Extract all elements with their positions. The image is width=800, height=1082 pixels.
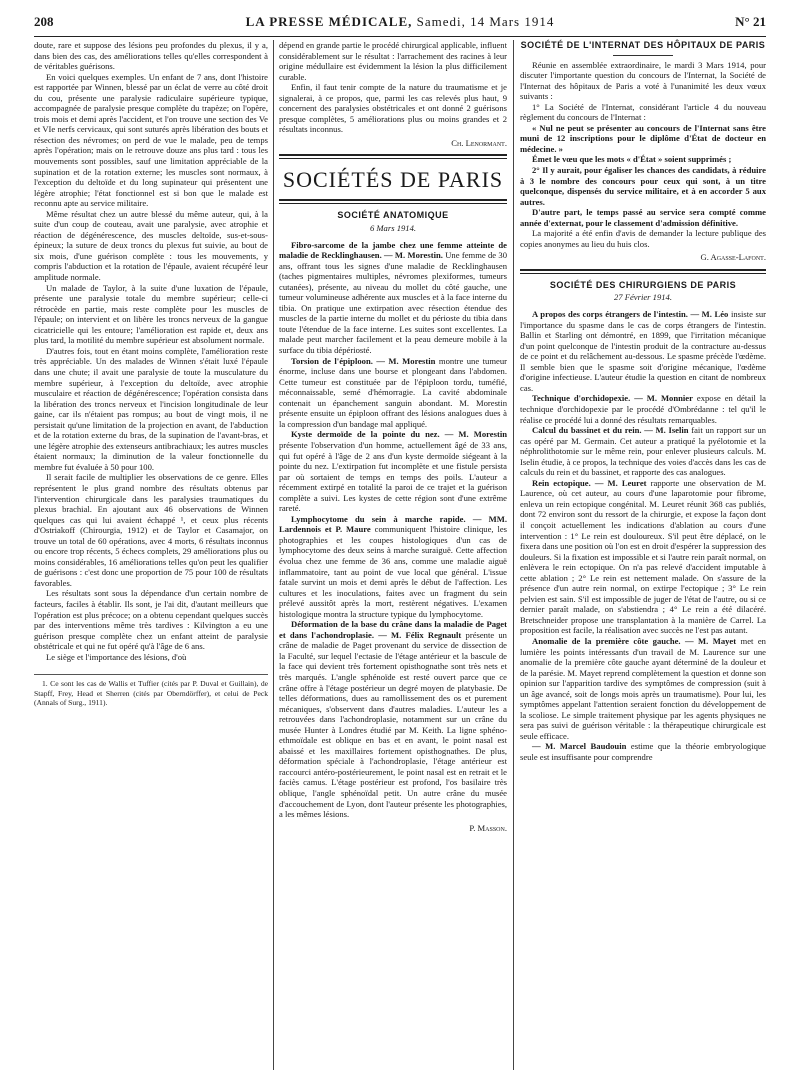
article-text: rapporte une observation de M. Laurence, où cet auteur, au cours d'une laparotomie pour fibrome, enleva un rein ectopique congénital. M. Leuret réunit 368 cas publiés, dont 72 environ sont du ressort de la chirurgie, et expose la façon dont il conçoit actuellement les indications d'ablation au cours d'une intervention : 1° Le rein est douloureux. S'il peut être déplacé, on le fixera dans une position où l'on est en droit d'espérer la suppression des douleurs. Si la fixation est impossible et si l'autre rein paraît normal, on enlèvera le rein ectopique. On n'a pas relevé d'accident imputable à cette ablation ; 2° Le rein est nettement malade. On s'assure de la présence d'un autre rein normal, on extirpe l'ectopique ; 3° Le rein pelvien est sain. S'il est impossible de juger de l'état de l'autre, ou si ce dernier paraît malade, on s'abstiendra ; 4° Le rein a été dilacéré. Bretschneider propose une transplantation à la manière de Carrel. La proposition est facile, la réalisation avec succès ne l'est pas autant. [520, 477, 766, 636]
article-text: expose en détail la technique d'orchidopexie par le procédé d'Ombrédanne : tel qu'il le réalise ce procédé lui a donné des résultats remarquables. [520, 393, 766, 425]
paragraph: Émet le vœu que les mots « d'État » soient supprimés ; [532, 154, 732, 165]
article-text: présente un crâne de maladie de Paget provenant du service de dissection de la Faculté, sur lequel l'ectasie de l'étage antérieur et la bascule de la face qui devient très fortement opisthognathe sont très nets et très marqués. L'angle sphénoïde est resté ouvert parce que ce crâne offre à l'étage postérieur un degré moyen de platybasie. De telles déformations, dues au ramollissement des os et purement mécaniques, s'observent dans d'autres maladies. L'auteur les a retrouvées dans l'achondroplasie, notamment sur un crâne du musée Hunter à Londres étudié par M. Keith. La ligne sphéno-ethmoïdale est oblique en bas et en avant, le point nasal est abaissé et les maxillaires fortement opisthognathes. De plus, déformation spéciale à l'achondroplasie, l'étage antérieur est raccourci antéro-postérieurement, le point nasal est en retrait et le faciès camus. L'étage postérieur est profond, l'os basilaire très oblique, l'angle sphénoïdal petit. Un autre crâne du musée d'accouchement de Lyon, dont l'auteur présente les photographies, a les mêmes lésions. [279, 629, 507, 820]
article-title: Fibro-sarcome de la jambe chez une femme atteinte de maladie de Recklinghausen. — M. Morestin. [279, 239, 507, 261]
paragraph: Le siège et l'importance des lésions, d'où [46, 651, 187, 662]
article-text: communiquent l'histoire clinique, les photographies et les coupes histologiques d'un cas de lymphocytome des deux seins à marche suraiguë. Cette affection évolua chez une femme de 36 ans, comme une maladie aiguë inflammatoire, tant au point de vue local que général. L'issue fatale survint un mois et demi après le début de l'affection. Les cultures et les inoculations, faites avec un fragment du sein prélevé aussitôt après la mort, restèrent négatives. L'examen histologique montra la structure typique du lymphocytome. [279, 524, 507, 619]
column-3 [520, 40, 766, 763]
article-item [520, 425, 766, 478]
article-text: insiste sur l'importance du spasme dans le cas de corps étrangers de l'intestin. Ballin et Starling ont démontré, en 1899, que l'irritation mécanique d'un point quelconque de l'intestin produit de la contracture au-dessus de ce point et du relâchement au-dessous. Le spasme précède l'œdème. Il semble bien que le spasme soit d'origine mécanique, l'œdème d'origine infectieuse. L'auteur étudie la question en citant de nombreux cas. [520, 309, 766, 393]
title-rule [613, 55, 673, 56]
journal-title [34, 14, 766, 30]
article-item [520, 636, 766, 741]
column-2 [279, 40, 507, 837]
journal-name: LA PRESSE MÉDICALE, [245, 14, 413, 29]
footnote [34, 674, 268, 707]
column-divider [273, 40, 274, 1070]
article-title: — M. Marcel Baudouin [532, 741, 627, 752]
section-rule [520, 269, 766, 274]
paragraph: Même résultat chez un autre blessé du même auteur, qui, à la suite d'un coup de couteau, avait une paralysie, avec atrophie et réaction de dégénérescence, des muscles deltoïde, sus-et-sous-épineux; la suture de deux troncs du plexus fut suivie, au bout de six mois, d'une guérison complète : tous les mouvements, y compris l'abduction et la rotation de l'épaule, avaient récupéré leur amplitude normale. [34, 208, 268, 283]
article-title: A propos des corps étrangers de l'intestin. — M. Léo [532, 309, 729, 320]
article-item [279, 514, 507, 619]
session-date: 27 Février 1914. [614, 292, 672, 303]
article-title: Technique d'orchidopexie. — M. Monnier [532, 393, 693, 404]
article-item [520, 309, 766, 393]
header-rule [34, 36, 766, 37]
society-title: SOCIÉTÉ DES CHIRURGIENS DE PARIS [549, 279, 737, 290]
page-header [34, 14, 766, 34]
page-number: 208 [34, 14, 54, 29]
section-rule [279, 154, 507, 159]
paragraph: D'autre part, le temps passé au service sera compté comme année d'externat, pour le classement d'admission définitive. [520, 207, 766, 228]
article-text: estime que la théorie embryologique seule est insuffisante pour comprendre [520, 741, 766, 762]
issue-number: N° 21 [735, 14, 766, 29]
author-signature: G. Agasse-Lafont. [700, 252, 766, 263]
article-title: Anomalie de la première côte gauche. — M. Mayet [532, 635, 737, 646]
section-rule [279, 199, 507, 204]
article-title: Kyste dermoïde de la pointe du nez. — M. Morestin [291, 429, 507, 440]
paragraph: 1° La Société de l'Internat, considérant l'article 4 du nouveau règlement du concours de l'Internat : [520, 101, 766, 123]
paragraph: Un malade de Taylor, à la suite d'une luxation de l'épaule, présente une paralysie totale du membre supérieur; celle-ci rétrocède en partie, mais reste complète pour les muscles de l'épaule; on intervient et on libère les troncs nerveux de la gangue cicatricielle qui les entoure; l'amélioration est rapide et, deux ans plus tard, la motilité du membre supérieur est absolument normale. [34, 282, 268, 346]
paragraph: Enfin, il faut tenir compte de la nature du traumatisme et je signalerai, à ce propos, que, parmi les cas relevés plus haut, 9 concernent des paralysies obstétricales et ont donné 2 guérisons presque complètes, 5 améliorations plus ou moins grandes et 2 résultats inconnus. [279, 82, 507, 135]
author-signature: Ch. Lenormant. [451, 137, 507, 148]
paragraph: Il serait facile de multiplier les observations de ce genre. Elles représentent le plus grand nombre des résultats obtenus par l'intervention chirurgicale dans les paralysies traumatiques du plexus brachial. En ajoutant aux 46 observations de Winnen quelques cas qui lui avaient échappé ¹, et ceux plus récents d'Ostriakoff (Chirourgia, 1912) et de Taylor et Casamajor, on trouve un total de 60 opérations, avec 4 morts, 6 résultats inconnus ou encore trop récents, 5 échecs complets, 29 améliorations plus ou moins considérables, 16 améliorations telles qu'on peut les qualifier de guérisons : c'est donc une proportion de 75 pour 100 de résultats favorables. [34, 472, 268, 588]
article-item [279, 429, 507, 513]
paragraph: 2° Il y aurait, pour égaliser les chances des candidats, à réduire à 3 le nombre des concours pour ceux qui sont, à un titre quelconque, dispensés du service militaire, et à en accorder 5 aux autres. [520, 165, 766, 207]
article-title: Torsion de l'épiploon. — M. Morestin [291, 355, 436, 366]
article-title: Calcul du bassinet et du rein. — M. Iselin [532, 425, 689, 436]
article-item [279, 240, 507, 356]
article-title: Lymphocytome du sein à marche rapide. — MM. Lardennois et P. Maure [279, 513, 507, 535]
article-title: Déformation de la base du crâne dans la maladie de Paget et dans l'achondroplasie. — M. Félix Regnault [279, 619, 507, 640]
paragraph: dépend en grande partie le procédé chirurgical applicable, influent considérablement sur le résultat : l'arrachement des racines à leur origine médullaire est évidemment la lésion la plus difficilement curable. [279, 40, 507, 82]
article-text: fait un rapport sur un cas opéré par M. Germain. Cet auteur a pratiqué la pyélotomie et la néphrolithotomie sur le même rein, pour enlever plusieurs calculs. M. Iselin étudie, à ce propos, la technique des voies d'accès dans les cas de calculs du rein et du bassinet, et rapporte des cas analogues. [520, 425, 766, 478]
paragraph: La majorité a été enfin d'avis de demander la lecture publique des copies anonymes au lieu du huis clos. [520, 228, 766, 249]
article-text: met en lumière les points intéressants d'un travail de M. Laurence sur une anomalie de la première côte gauche ayant déterminé de la douleur et de la parésie. M. Mayet reprend complètement la question et donne son opinion sur l'apparition tardive des symptômes de compression (suit à un âge avancé, soit de longs mois après un traumatisme). Pour lui, les symptômes appelant l'attention seraient fonction du développement de la scoliose. Le simple traitement physique par les agents physiques ne sera pas suivi de guérison véritable : la thérapeutique chirurgicale est seule efficace. [520, 635, 766, 741]
society-title: SOCIÉTÉ DE L'INTERNAT DES HÔPITAUX DE PARIS [520, 40, 766, 50]
issue-date: Samedi, 14 Mars 1914 [416, 14, 555, 29]
column-1 [34, 40, 268, 707]
paragraph: Réunie en assemblée extraordinaire, le mardi 3 Mars 1914, pour discuter l'importante question du concours de l'Internat, la Société de l'Internat des hôpitaux de Paris a voté à l'unanimité les deux vœux suivants : [520, 59, 766, 102]
society-title: SOCIÉTÉ ANATOMIQUE [337, 210, 449, 221]
article-item [279, 356, 507, 430]
paragraph: doute, rare et suppose des lésions peu profondes du plexus, il y a, dans bien des cas, des améliorations telles qu'elles correspondent à de véritables guérisons. [34, 40, 268, 72]
article-text: présente l'observation d'un homme, actuellement âgé de 33 ans, qui fut opéré à l'âge de 2 ans d'un kyste dermoïde siégeant à la pointe du nez. L'extirpation fut incomplète et une fistule persista par où sortaient de temps en temps des poils. L'auteur a récemment extirpé en totalité la paroi de ce trajet et la guérison complète a suivi. Les kystes de cette région sont d'une extrême rareté. [279, 439, 507, 514]
column-divider [513, 40, 514, 1070]
paragraph: D'autres fois, tout en étant moins complète, l'amélioration reste très appréciable. Un des malades de Winnen s'était luxé l'épaule dans une chute; il avait une paralysie de toute la musculature du membre supérieur, à l'exception du deltoïde, avec atrophie musculaire et réaction de dégénérescence; l'opération consista dans la libération des troncs nerveux et l'incision longitudinale de leur gaine, car ils n'étaient pas rompus; au bout de vingt mois, il ne persistait qu'une limitation de la projection en avant, de l'abduction et de la rotation externe du bras, de la supination de l'avant-bras, et une légère atrophie des extenseurs antibrachiaux; les autres muscles étaient normaux; la diminution de la valeur fonctionnelle du membre fut évaluée à 50 pour 100. [34, 345, 268, 472]
footnote-text: 1. Ce sont les cas de Wallis et Tuffier (cités par P. Duval et Guillain), de Stapff, Frey, Head et Sherren (cités par Oberndörffer), et celui de Peck (Annals of Surg., 1911). [34, 679, 268, 708]
article-item [520, 478, 766, 636]
quoted-article: « Nul ne peut se présenter au concours de l'Internat sans être muni de 12 inscriptions pour le diplôme d'État de docteur en médecine. » [520, 122, 766, 154]
article-text: montre une tumeur énorme, incluse dans une bourse et plongeant dans l'abdomen. Cette tumeur est constituée par de l'épiploon tordu, tuméfié, méconnaissable, semé d'hémorragie. La cavité abdominale contenait un épanchement sanguin abondant. M. Morestin présente ensuite un épiploon offrant des lésions analogues dues à la compression d'un bandage mal appliqué. [279, 355, 507, 429]
article-item [279, 619, 507, 819]
section-title: SOCIÉTÉS DE PARIS [282, 167, 504, 193]
paragraph: En voici quelques exemples. Un enfant de 7 ans, dont l'histoire est rapportée par Winnen, blessé par un éclat de verre au côté droit du cou, présente une paralysie radiculaire supérieure typique, accompagnée de paralysie presque complète du trapèze; on l'opère, trois mois et demi après l'accident, et l'on trouve une section des Ve et VIe nerfs cervicaux, qui sont suturés après libération des bouts et résection des névromes; on perd de vue le malade, peu de temps après l'opération; mais on le retrouve douze ans plus tard : tous les mouvements sont possibles, sauf une limitation appréciable de la supination et de la rotation externe; les muscles sont normaux, à l'exception du deltoïde et du long supinateur qui présentent une légère atrophie; l'état fonctionnel est si bon que le malade est reconnu apte au service militaire. [34, 71, 268, 209]
session-date: 6 Mars 1914. [369, 223, 417, 234]
article-item [520, 741, 766, 762]
author-signature: P. Masson. [469, 822, 507, 833]
article-text: Une femme de 30 ans, offrant tous les signes d'une maladie de Recklinghausen (taches pigmentaires multiples, névromes plexiformes, tumeurs cutanées), présente, au niveau du mollet du côté gauche, une tumeur volumineuse adhérente aux muscles et à la face interne du tibia. On pratique une extirpation avec résection étendue des muscles de la partie interne du mollet et du périoste du tibia dans toute l'étendue de la face interne. Les suites sont excellentes. La malade peut marcher facilement et la peau demeure mobile à la surface du tibia dépériosté. [279, 250, 508, 356]
article-title: Rein ectopique. — M. Leuret [532, 477, 647, 488]
article-item [520, 393, 766, 425]
paragraph: Les résultats sont sous la dépendance d'un certain nombre de facteurs, faciles à établir. Ils sont, je l'ai dit, d'autant meilleurs que l'opération est plus précoce; on a obtenu cependant quelques succès par des interventions même très tardives : Kilvington a eu une guérison presque complète chez un enfant atteint de paralysie obstétricale et qui ne fut opéré qu'à l'âge de 6 ans. [34, 588, 268, 652]
